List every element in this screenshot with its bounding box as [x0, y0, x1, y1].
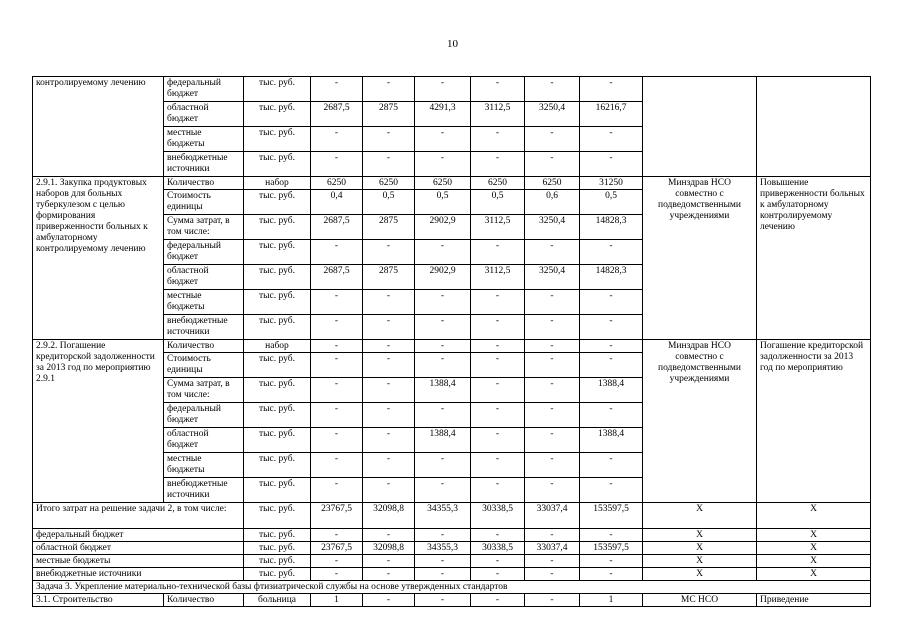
- value-cell: -: [311, 290, 363, 315]
- value-cell: 153597,5: [580, 503, 643, 529]
- value-cell: -: [525, 428, 580, 453]
- program-table: [32, 76, 871, 607]
- value-cell: -: [363, 453, 415, 478]
- result-cell: X: [757, 568, 871, 581]
- value-cell: -: [311, 240, 363, 265]
- value-cell: -: [311, 568, 363, 581]
- unit-cell: тыс. руб.: [244, 568, 311, 581]
- unit-cell: тыс. руб.: [244, 77, 311, 102]
- value-cell: -: [415, 594, 471, 607]
- value-cell: 2902,9: [415, 215, 471, 240]
- value-cell: -: [580, 290, 643, 315]
- value-cell: -: [311, 77, 363, 102]
- totals-row: [33, 568, 871, 581]
- value-cell: 6250: [525, 177, 580, 190]
- unit-cell: тыс. руб.: [244, 152, 311, 177]
- totals-row: [33, 503, 871, 529]
- indicator-label: Сумма затрат, в том числе:: [164, 215, 244, 240]
- value-cell: -: [580, 453, 643, 478]
- totals-row: [33, 555, 871, 568]
- unit-cell: тыс. руб.: [244, 378, 311, 403]
- value-cell: -: [580, 315, 643, 340]
- page-number: 10: [447, 38, 458, 50]
- value-cell: 33037,4: [525, 542, 580, 555]
- executor-cell: X: [643, 529, 757, 542]
- value-cell: 6250: [415, 177, 471, 190]
- result-cell: X: [757, 503, 871, 529]
- unit-cell: тыс. руб.: [244, 403, 311, 428]
- value-cell: -: [363, 127, 415, 152]
- measure-name-cell: [33, 77, 164, 177]
- unit-cell: тыс. руб.: [244, 529, 311, 542]
- value-cell: -: [311, 428, 363, 453]
- value-cell: -: [363, 478, 415, 503]
- value-cell: 3112,5: [471, 215, 525, 240]
- value-cell: -: [311, 353, 363, 378]
- indicator-label: областной бюджет: [164, 265, 244, 290]
- value-cell: 4291,3: [415, 102, 471, 127]
- value-cell: -: [580, 353, 643, 378]
- value-cell: -: [363, 152, 415, 177]
- indicator-label: Стоимость единицы: [164, 353, 244, 378]
- value-cell: -: [363, 568, 415, 581]
- task-header: Задача 3. Укрепление материально-технической базы фтизиатрической службы на основе утвержденных стандартов: [33, 581, 871, 594]
- value-cell: -: [580, 478, 643, 503]
- value-cell: -: [415, 290, 471, 315]
- value-cell: 1: [580, 594, 643, 607]
- value-cell: -: [363, 555, 415, 568]
- value-cell: -: [471, 568, 525, 581]
- unit-cell: тыс. руб.: [244, 503, 311, 529]
- totals-label: Итого затрат на решение задачи 2, в том числе:: [33, 503, 244, 529]
- value-cell: -: [471, 353, 525, 378]
- value-cell: -: [525, 315, 580, 340]
- value-cell: -: [415, 127, 471, 152]
- value-cell: -: [311, 127, 363, 152]
- indicator-label: местные бюджеты: [164, 127, 244, 152]
- value-cell: -: [311, 315, 363, 340]
- value-cell: 0,4: [311, 190, 363, 215]
- totals-label: федеральный бюджет: [33, 529, 244, 542]
- value-cell: 0,5: [363, 190, 415, 215]
- indicator-label: федеральный бюджет: [164, 77, 244, 102]
- value-cell: 14828,3: [580, 215, 643, 240]
- table-row: [33, 340, 871, 353]
- totals-label: внебюджетные источники: [33, 568, 244, 581]
- value-cell: -: [363, 428, 415, 453]
- indicator-label: федеральный бюджет: [164, 403, 244, 428]
- value-cell: 0,5: [580, 190, 643, 215]
- executor-cell: X: [643, 542, 757, 555]
- unit-cell: тыс. руб.: [244, 428, 311, 453]
- value-cell: -: [363, 403, 415, 428]
- unit-cell: больница: [244, 594, 311, 607]
- value-cell: 2875: [363, 215, 415, 240]
- value-cell: -: [415, 478, 471, 503]
- value-cell: -: [311, 152, 363, 177]
- result-cell: X: [757, 529, 871, 542]
- executor-cell: МС НСО: [643, 594, 757, 607]
- value-cell: -: [471, 403, 525, 428]
- value-cell: 2875: [363, 265, 415, 290]
- unit-cell: тыс. руб.: [244, 215, 311, 240]
- unit-cell: тыс. руб.: [244, 555, 311, 568]
- value-cell: 1388,4: [415, 378, 471, 403]
- value-cell: -: [525, 340, 580, 353]
- value-cell: 14828,3: [580, 265, 643, 290]
- table-row: [33, 77, 871, 102]
- indicator-label: областной бюджет: [164, 428, 244, 453]
- value-cell: -: [525, 353, 580, 378]
- value-cell: -: [525, 127, 580, 152]
- value-cell: -: [580, 152, 643, 177]
- value-cell: -: [311, 340, 363, 353]
- indicator-label: Количество: [164, 340, 244, 353]
- unit-cell: тыс. руб.: [244, 353, 311, 378]
- value-cell: -: [363, 594, 415, 607]
- unit-cell: тыс. руб.: [244, 102, 311, 127]
- indicator-label: местные бюджеты: [164, 290, 244, 315]
- value-cell: -: [363, 378, 415, 403]
- value-cell: -: [471, 428, 525, 453]
- value-cell: 31250: [580, 177, 643, 190]
- executor-cell: X: [643, 568, 757, 581]
- value-cell: 0,6: [525, 190, 580, 215]
- indicator-label: областной бюджет: [164, 102, 244, 127]
- value-cell: -: [415, 240, 471, 265]
- value-cell: -: [363, 353, 415, 378]
- value-cell: 6250: [363, 177, 415, 190]
- value-cell: 0,5: [415, 190, 471, 215]
- value-cell: 3112,5: [471, 102, 525, 127]
- value-cell: -: [415, 77, 471, 102]
- table-row: [33, 594, 871, 607]
- value-cell: -: [525, 152, 580, 177]
- value-cell: -: [580, 77, 643, 102]
- value-cell: -: [580, 340, 643, 353]
- value-cell: -: [580, 568, 643, 581]
- value-cell: 153597,5: [580, 542, 643, 555]
- indicator-label: внебюджетные источники: [164, 152, 244, 177]
- value-cell: -: [415, 353, 471, 378]
- indicator-label: Количество: [164, 177, 244, 190]
- value-cell: -: [311, 403, 363, 428]
- indicator-label: Стоимость единицы: [164, 190, 244, 215]
- value-cell: -: [471, 77, 525, 102]
- result-cell: X: [757, 555, 871, 568]
- value-cell: -: [525, 290, 580, 315]
- value-cell: 32098,8: [363, 503, 415, 529]
- value-cell: -: [471, 378, 525, 403]
- value-cell: -: [525, 594, 580, 607]
- unit-cell: тыс. руб.: [244, 453, 311, 478]
- value-cell: -: [415, 568, 471, 581]
- value-cell: -: [525, 478, 580, 503]
- value-cell: 3250,4: [525, 215, 580, 240]
- value-cell: -: [363, 340, 415, 353]
- value-cell: 33037,4: [525, 503, 580, 529]
- value-cell: -: [415, 340, 471, 353]
- value-cell: -: [363, 240, 415, 265]
- unit-cell: тыс. руб.: [244, 240, 311, 265]
- value-cell: 16216,7: [580, 102, 643, 127]
- measure-name-cell: [33, 340, 164, 503]
- unit-cell: набор: [244, 340, 311, 353]
- value-cell: 3250,4: [525, 265, 580, 290]
- value-cell: -: [471, 152, 525, 177]
- value-cell: 1388,4: [580, 378, 643, 403]
- result-cell: X: [757, 542, 871, 555]
- value-cell: 2687,5: [311, 102, 363, 127]
- result-cell: Повышение приверженности больных к амбулаторному контролируемому лечению: [757, 177, 871, 340]
- value-cell: -: [525, 453, 580, 478]
- value-cell: -: [580, 555, 643, 568]
- value-cell: 2687,5: [311, 265, 363, 290]
- totals-row: [33, 529, 871, 542]
- unit-cell: тыс. руб.: [244, 542, 311, 555]
- value-cell: -: [311, 555, 363, 568]
- executor-cell: X: [643, 503, 757, 529]
- value-cell: 2902,9: [415, 265, 471, 290]
- indicator-label: местные бюджеты: [164, 453, 244, 478]
- totals-label: областной бюджет: [33, 542, 244, 555]
- value-cell: 1: [311, 594, 363, 607]
- value-cell: 23767,5: [311, 503, 363, 529]
- indicator-label: Сумма затрат, в том числе:: [164, 378, 244, 403]
- value-cell: -: [311, 478, 363, 503]
- result-cell: Погашение кредиторской задолженности за 2013 год по мероприятию: [757, 340, 871, 503]
- unit-cell: тыс. руб.: [244, 315, 311, 340]
- unit-cell: тыс. руб.: [244, 265, 311, 290]
- value-cell: -: [363, 77, 415, 102]
- value-cell: 6250: [311, 177, 363, 190]
- value-cell: -: [471, 315, 525, 340]
- value-cell: -: [580, 127, 643, 152]
- value-cell: 34355,3: [415, 503, 471, 529]
- value-cell: -: [525, 240, 580, 265]
- value-cell: -: [471, 453, 525, 478]
- value-cell: -: [471, 594, 525, 607]
- value-cell: -: [471, 290, 525, 315]
- unit-cell: тыс. руб.: [244, 290, 311, 315]
- value-cell: 3250,4: [525, 102, 580, 127]
- executor-cell: Минздрав НСО совместно с подведомственными учреждениями: [643, 177, 757, 340]
- value-cell: 30338,5: [471, 503, 525, 529]
- value-cell: 34355,3: [415, 542, 471, 555]
- measure-name: 3.1. Строительство: [33, 594, 164, 607]
- measure-name: контролируемому лечению: [36, 78, 146, 88]
- value-cell: 32098,8: [363, 542, 415, 555]
- value-cell: -: [525, 529, 580, 542]
- value-cell: -: [415, 555, 471, 568]
- unit-cell: тыс. руб.: [244, 127, 311, 152]
- totals-label: местные бюджеты: [33, 555, 244, 568]
- result-cell: [757, 77, 871, 177]
- unit-cell: набор: [244, 177, 311, 190]
- table-row: [33, 177, 871, 190]
- task-header-row: [33, 581, 871, 594]
- value-cell: -: [525, 555, 580, 568]
- value-cell: -: [471, 240, 525, 265]
- executor-cell: Минздрав НСО совместно с подведомственными учреждениями: [643, 340, 757, 503]
- value-cell: 2687,5: [311, 215, 363, 240]
- value-cell: -: [471, 127, 525, 152]
- value-cell: 1388,4: [580, 428, 643, 453]
- value-cell: -: [415, 152, 471, 177]
- value-cell: -: [525, 77, 580, 102]
- value-cell: -: [525, 378, 580, 403]
- totals-row: [33, 542, 871, 555]
- value-cell: -: [471, 555, 525, 568]
- value-cell: -: [415, 529, 471, 542]
- indicator-label: федеральный бюджет: [164, 240, 244, 265]
- value-cell: -: [415, 453, 471, 478]
- measure-name-cell: [33, 177, 164, 340]
- value-cell: -: [580, 240, 643, 265]
- value-cell: 0,5: [471, 190, 525, 215]
- value-cell: -: [471, 340, 525, 353]
- value-cell: -: [525, 568, 580, 581]
- value-cell: -: [471, 478, 525, 503]
- measure-name: 2.9.2. Погашение кредиторской задолженности за 2013 год по мероприятию 2.9.1: [36, 341, 155, 384]
- value-cell: 1388,4: [415, 428, 471, 453]
- value-cell: 30338,5: [471, 542, 525, 555]
- value-cell: 3112,5: [471, 265, 525, 290]
- value-cell: -: [580, 529, 643, 542]
- indicator-label: внебюджетные источники: [164, 315, 244, 340]
- value-cell: 6250: [471, 177, 525, 190]
- unit-cell: тыс. руб.: [244, 478, 311, 503]
- indicator-label: Количество: [164, 594, 244, 607]
- value-cell: -: [363, 290, 415, 315]
- indicator-label: внебюджетные источники: [164, 478, 244, 503]
- value-cell: -: [525, 403, 580, 428]
- value-cell: -: [363, 529, 415, 542]
- value-cell: -: [415, 315, 471, 340]
- value-cell: -: [415, 403, 471, 428]
- value-cell: 23767,5: [311, 542, 363, 555]
- value-cell: -: [311, 378, 363, 403]
- executor-cell: [643, 77, 757, 177]
- value-cell: 2875: [363, 102, 415, 127]
- value-cell: -: [311, 529, 363, 542]
- value-cell: -: [580, 403, 643, 428]
- measure-name: 2.9.1. Закупка продуктовых наборов для больных туберкулезом с целью формирования приверженности больных к амбулаторному контролируемому лечению: [36, 178, 148, 254]
- value-cell: -: [363, 315, 415, 340]
- value-cell: -: [471, 529, 525, 542]
- result-cell: Приведение: [757, 594, 871, 607]
- executor-cell: X: [643, 555, 757, 568]
- unit-cell: тыс. руб.: [244, 190, 311, 215]
- value-cell: -: [311, 453, 363, 478]
